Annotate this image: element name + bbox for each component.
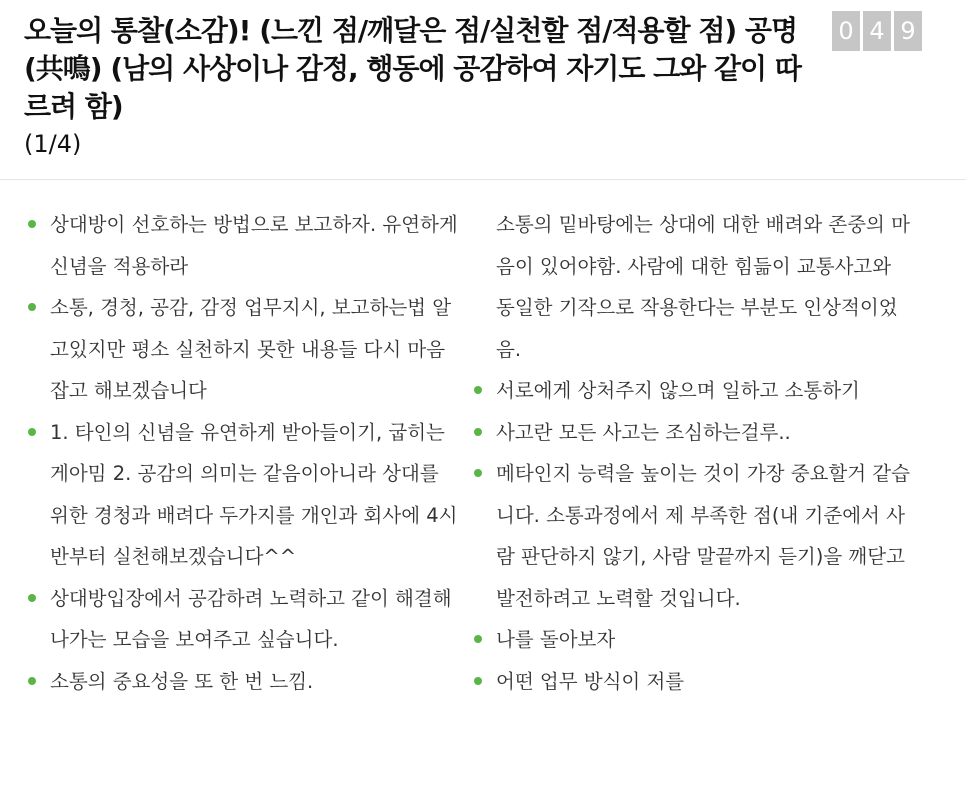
counter-digit: 4: [863, 11, 891, 51]
bullet-icon: [28, 428, 36, 436]
list-item: [28, 412, 460, 578]
bullet-icon: [28, 677, 36, 685]
list-item: [474, 453, 914, 619]
bullet-icon: [474, 635, 482, 643]
header: [0, 0, 966, 180]
list-item-text: 1. 타인의 신념을 유연하게 받아들이기, 굽히는게아밈 2. 공감의 의미는 같음이아니라 상대를 위한 경청과 배려다 두가지를 개인과 회사에 4시반부터 실천해보겠습니다^^: [50, 420, 458, 568]
bullet-icon: [28, 220, 36, 228]
continued-list-item-text: 소통의 밑바탕에는 상대에 대한 배려와 존중의 마음이 있어야함. 사람에 대한 힘듦이 교통사고와 동일한 기작으로 작용한다는 부분도 인상적이었음.: [496, 213, 910, 361]
list-item-text: 메타인지 능력을 높이는 것이 가장 중요할거 같습니다. 소통과정에서 제 부족한 점(내 기준에서 사람 판단하지 않기, 사람 말끝까지 듣기)을 깨닫고 발전하려고 노력할 것입니다.: [496, 462, 910, 610]
list-item: [28, 204, 460, 287]
list-item: [474, 661, 914, 703]
response-list: [28, 204, 460, 702]
page-indicator: (1/4): [24, 130, 82, 158]
list-item-text: 상대방이 선호하는 방법으로 보고하자. 유연하게 신념을 적용하라: [50, 213, 458, 278]
list-item: [474, 412, 914, 454]
list-item-text: 사고란 모든 사고는 조심하는걸루..: [496, 420, 791, 444]
list-item-text: 서로에게 상처주지 않으며 일하고 소통하기: [496, 379, 860, 402]
list-item-text: 어떤 업무 방식이 저를: [496, 669, 685, 693]
bullet-icon: [474, 428, 482, 436]
list-item: [28, 287, 460, 412]
bullet-icon: [28, 594, 36, 602]
list-item: [28, 661, 460, 703]
list-item-text: 나를 돌아보자: [496, 628, 616, 651]
list-item: [474, 619, 914, 661]
bullet-icon: [474, 386, 482, 394]
list-item-text: 소통, 경청, 공감, 감정 업무지시, 보고하는법 알고있지만 평소 실천하지 못한 내용들 다시 마음잡고 해보겠습니다: [50, 296, 452, 402]
list-item: [28, 578, 460, 661]
bullet-icon: [474, 677, 482, 685]
right-column: [474, 204, 914, 702]
bullet-icon: [474, 469, 482, 477]
list-item: [474, 370, 914, 412]
bullet-icon: [28, 303, 36, 311]
counter-digit: 0: [832, 11, 860, 51]
response-list: [474, 370, 914, 702]
page-title: 오늘의 통찰(소감)! (느낀 점/깨달은 점/실천할 점/적용할 점) 공명(共鳴) (남의 사상이나 감정, 행동에 공감하여 자기도 그와 같이 따르려 함): [24, 14, 801, 123]
response-counter: [832, 11, 922, 51]
counter-digit: 9: [894, 11, 922, 51]
list-item-text: 소통의 중요성을 또 한 번 느낌.: [50, 669, 314, 693]
left-column: [28, 204, 460, 702]
list-item-text: 상대방입장에서 공감하려 노력하고 같이 해결해나가는 모습을 보여주고 싶습니다.: [50, 586, 452, 651]
